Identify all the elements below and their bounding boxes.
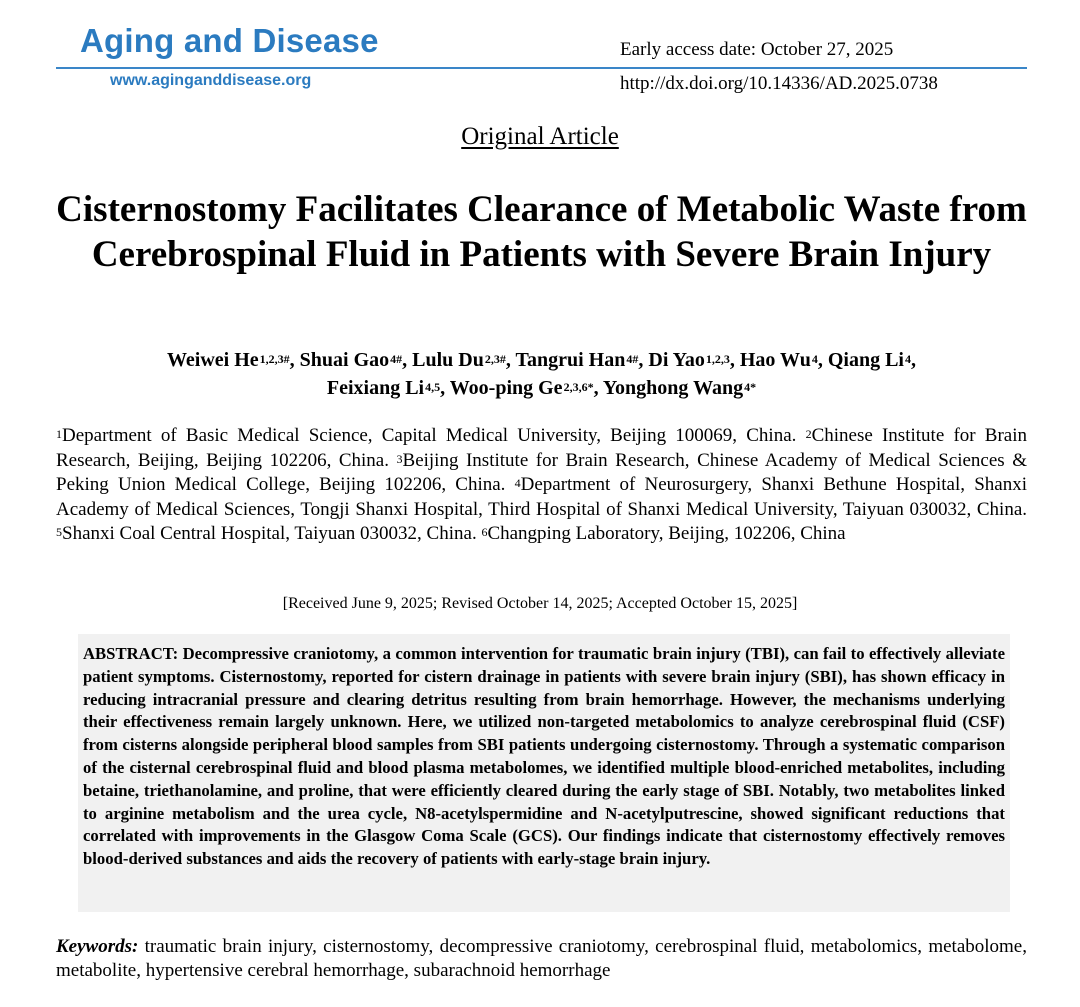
author-list xyxy=(56,346,1027,402)
affiliation-number: 3 xyxy=(396,451,403,466)
affiliation-number: 6 xyxy=(481,525,488,540)
author-affiliation-marker: 1,2,3 xyxy=(705,352,730,366)
author-affiliation-marker: 4,5 xyxy=(425,380,441,394)
author-name: Shuai Gao xyxy=(299,349,390,371)
author-separator: , xyxy=(593,377,603,399)
author-affiliation-marker: 4 xyxy=(811,352,818,366)
doi-link[interactable]: http://dx.doi.org/10.14336/AD.2025.0738 xyxy=(620,73,938,94)
author-affiliation-marker: 4# xyxy=(626,352,639,366)
article-type xyxy=(0,124,1080,149)
affiliation-number: 4 xyxy=(514,476,521,491)
author-name: Woo-ping Ge xyxy=(449,377,563,399)
author-separator: , xyxy=(638,349,649,371)
affiliation-number: 1 xyxy=(56,427,62,441)
affiliation-text: Changping Laboratory, Beijing, 102206, China xyxy=(487,523,846,545)
author-name: Weiwei He xyxy=(167,349,259,371)
author-name: Lulu Du xyxy=(412,349,484,371)
author-separator: , xyxy=(910,349,916,371)
author-separator: , xyxy=(289,349,300,371)
author-affiliation-marker: 1,2,3# xyxy=(259,352,290,366)
affiliation-text: Department of Basic Medical Science, Capital Medical University, Beijing 100069, China. xyxy=(62,425,806,446)
article-type-label: Original Article xyxy=(461,123,619,150)
author-separator: , xyxy=(440,377,450,399)
affiliations xyxy=(56,424,1027,547)
author-name: Yonghong Wang xyxy=(602,377,744,399)
author-affiliation-marker: 4* xyxy=(744,380,757,394)
author-name: Hao Wu xyxy=(739,349,811,371)
journal-masthead xyxy=(80,22,379,89)
keywords xyxy=(56,935,1027,983)
abstract-text: ABSTRACT: Decompressive craniotomy, a common intervention for traumatic brain injury (TBI), can fail to effectively alleviate patient symptoms. Cisternostomy, reported for cistern drainage in patients with severe brain injury (SBI), has shown efficacy in reducing intracranial pressure and clearing detritus resulting from brain hemorrhage. However, the mechanisms underlying their effectiveness remain largely unknown. Here, we utilized non-targeted metabolomics to analyze cerebrospinal fluid (CSF) from cisterns alongside peripheral blood samples from SBI patients undergoing cisternostomy. Through a systematic comparison of the cisternal cerebrospinal fluid and blood plasma metabolomes, we identified multiple blood-enriched metabolites, including betaine, triethanolamine, and proline, that were efficiently cleared during the early stage of SBI. Notably, two metabolites linked to arginine metabolism and the urea cycle, N8-acetylspermidine and N-acetylputrescine, showed significant reductions that correlated with improvements in the Glasgow Coma Scale (GCS). Our findings indicate that cisternostomy effectively removes blood-derived substances and aids the recovery of patients with early-stage brain injury. xyxy=(83,644,1005,869)
author-affiliation-marker: 2,3,6* xyxy=(563,380,594,394)
article-title: Cisternostomy Facilitates Clearance of Metabolic Waste from Cerebrospinal Fluid in Patients with Severe Brain Injury xyxy=(56,189,1027,275)
affiliation-number: 5 xyxy=(56,525,62,540)
early-access-date: Early access date: October 27, 2025 xyxy=(620,39,894,60)
author-name: Qiang Li xyxy=(827,349,904,371)
author-affiliation-marker: 2,3# xyxy=(484,352,506,366)
header-divider xyxy=(56,67,1027,69)
author-separator: , xyxy=(729,349,740,371)
author-name: Tangrui Han xyxy=(515,349,626,371)
author-name: Feixiang Li xyxy=(326,377,425,399)
publication-dates: [Received June 9, 2025; Revised October 14, 2025; Accepted October 15, 2025] xyxy=(282,595,798,612)
author-affiliation-marker: 4 xyxy=(904,352,911,366)
keywords-label: Keywords: xyxy=(56,936,139,957)
journal-url-link[interactable]: www.aginganddisease.org xyxy=(110,72,312,89)
journal-title: Aging and Disease xyxy=(80,22,379,59)
keywords-text: traumatic brain injury, cisternostomy, decompressive craniotomy, cerebrospinal fluid, metabolomics, metabolome, metabolite, hypertensive cerebral hemorrhage, subarachnoid hemorrhage xyxy=(56,936,1027,981)
author-separator: , xyxy=(505,349,516,371)
abstract-box xyxy=(78,634,1010,912)
author-separator: , xyxy=(402,349,413,371)
author-separator: , xyxy=(817,349,828,371)
affiliation-number: 2 xyxy=(805,427,812,441)
author-name: Di Yao xyxy=(648,349,705,371)
affiliation-text: Department of Neurosurgery, Shanxi Bethune Hospital, Shanxi Academy of Medical Sciences, Tongji Shanxi Hospital, Third Hospital of Shanxi Medical University, Taiyuan 030032, China. xyxy=(56,474,1027,520)
affiliation-text: Shanxi Coal Central Hospital, Taiyuan 030032, China. xyxy=(62,523,482,545)
affiliation-text: Chinese Institute for Brain Research, Beijing, Beijing 102206, China. xyxy=(56,425,1027,471)
author-affiliation-marker: 4# xyxy=(390,352,403,366)
affiliation-text: Beijing Institute for Brain Research, Chinese Academy of Medical Sciences & Peking Union Medical College, Beijing 102206, China. xyxy=(56,449,1027,496)
